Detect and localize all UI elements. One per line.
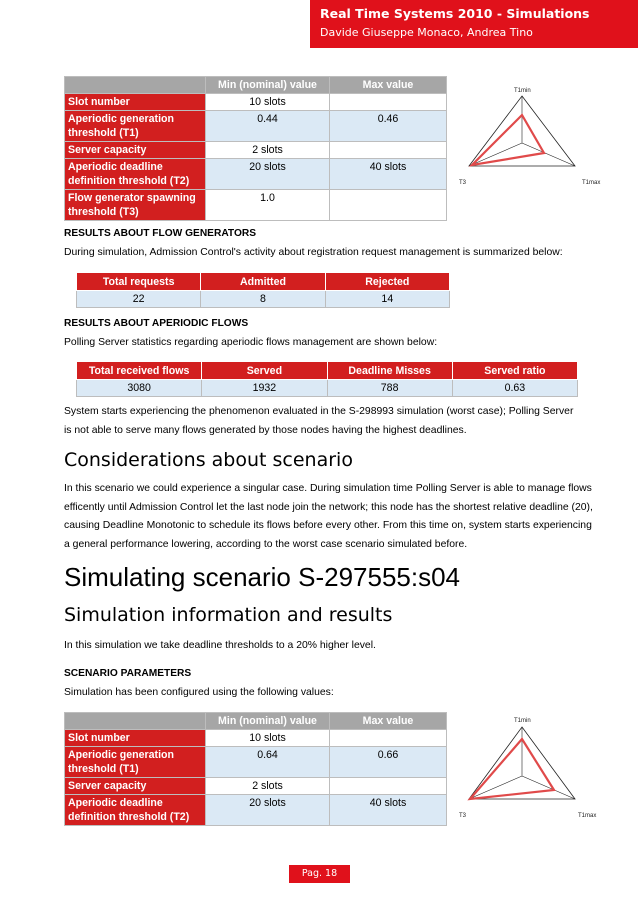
cell-min: 0.64 [206, 747, 330, 778]
cell-max [330, 778, 447, 795]
scenario-params-text: Simulation has been configured using the following values: [64, 687, 334, 698]
scenario-title: Simulating scenario S-297555:s04 [64, 562, 461, 592]
column-header: Total received flows [77, 362, 202, 380]
cell-min: 0.44 [206, 111, 330, 142]
table-corner [65, 77, 206, 94]
considerations-text: In this scenario we could experience a singular case. During simulation time Polling Server is able to manage flows efficently until Admission Control let the last node join the network; this node has the shortest relative deadline (20), causing Deadline Monotonic to schedule its flows before every other. From this time on, system starts experiencing a general performance lowering, according to the worst case scenario simulated before. [64, 483, 593, 550]
page-number: Pag. 18 [289, 865, 350, 883]
row-label: Aperiodic generation threshold (T1) [65, 747, 206, 778]
cell-min: 2 slots [206, 778, 330, 795]
cell-min: 10 slots [206, 94, 330, 111]
table-cell: 8 [201, 291, 325, 308]
radar-label-right: T1max [578, 813, 597, 819]
table-cell: 1932 [202, 380, 327, 397]
table-cell: 22 [77, 291, 201, 308]
row-label: Slot number [65, 730, 206, 747]
cell-max [330, 190, 447, 221]
table-cell: 14 [325, 291, 449, 308]
radar-series [472, 115, 544, 165]
table-corner [65, 713, 206, 730]
column-header: Served [202, 362, 327, 380]
scenario-params-heading: SCENARIO PARAMETERS [64, 668, 192, 679]
considerations-heading: Considerations about scenario [64, 449, 353, 471]
column-max: Max value [330, 713, 447, 730]
aperiodic-flows-text: Polling Server statistics regarding aperiodic flows management are shown below: [64, 337, 438, 348]
radar-chart-1 [454, 80, 604, 205]
column-header: Admitted [201, 273, 325, 291]
table-cell: 0.63 [452, 380, 577, 397]
scenario-subtitle: Simulation information and results [64, 604, 393, 626]
flow-generators-text: During simulation, Admission Control's activity about registration request management is summarized below: [64, 247, 563, 258]
radar-axis [469, 143, 522, 166]
table-cell: 788 [327, 380, 452, 397]
row-label: Slot number [65, 94, 206, 111]
cell-max: 0.46 [330, 111, 447, 142]
column-header: Total requests [77, 273, 201, 291]
column-min: Min (nominal) value [206, 77, 330, 94]
row-label: Flow generator spawning threshold (T3) [65, 190, 206, 221]
parameters-table-1 [64, 76, 447, 221]
row-label: Aperiodic deadline definition threshold (T2) [65, 795, 206, 826]
cell-min: 10 slots [206, 730, 330, 747]
row-label: Server capacity [65, 142, 206, 159]
page-header [310, 0, 638, 48]
cell-max [330, 142, 447, 159]
radar-label-left: T3 [459, 180, 467, 186]
document-authors: Davide Giuseppe Monaco, Andrea Tino [320, 26, 533, 39]
column-min: Min (nominal) value [206, 713, 330, 730]
row-label: Aperiodic generation threshold (T1) [65, 111, 206, 142]
cell-max: 0.66 [330, 747, 447, 778]
cell-max: 40 slots [330, 159, 447, 190]
section-heading-flow-generators: RESULTS ABOUT FLOW GENERATORS [64, 228, 257, 239]
row-label: Aperiodic deadline definition threshold (T2) [65, 159, 206, 190]
radar-label-top: T1min [514, 718, 531, 724]
aperiodic-flows-table [76, 361, 578, 397]
section-heading-aperiodic-flows: RESULTS ABOUT APERIODIC FLOWS [64, 318, 249, 329]
column-header: Deadline Misses [327, 362, 452, 380]
cell-min: 1.0 [206, 190, 330, 221]
cell-min: 20 slots [206, 159, 330, 190]
cell-max [330, 730, 447, 747]
cell-min: 2 slots [206, 142, 330, 159]
radar-label-left: T3 [459, 813, 467, 819]
column-header: Served ratio [452, 362, 577, 380]
flow-generators-table [76, 272, 450, 308]
column-header: Rejected [325, 273, 449, 291]
row-label: Server capacity [65, 778, 206, 795]
table-cell: 3080 [77, 380, 202, 397]
scenario-intro: In this simulation we take deadline thresholds to a 20% higher level. [64, 640, 376, 651]
worst-case-paragraph: System starts experiencing the phenomenon evaluated in the S-298993 simulation (worst case); Polling Server is not able to serve many flows generated by those nodes having the highest deadlines. [64, 406, 574, 436]
radar-label-right: T1max [582, 180, 601, 186]
radar-series [470, 739, 554, 799]
cell-max [330, 94, 447, 111]
column-max: Max value [330, 77, 447, 94]
parameters-table-2 [64, 712, 447, 826]
cell-min: 20 slots [206, 795, 330, 826]
cell-max: 40 slots [330, 795, 447, 826]
document-title: Real Time Systems 2010 - Simulations [320, 6, 590, 21]
radar-chart-2 [454, 713, 604, 831]
radar-label-top: T1min [514, 88, 531, 94]
